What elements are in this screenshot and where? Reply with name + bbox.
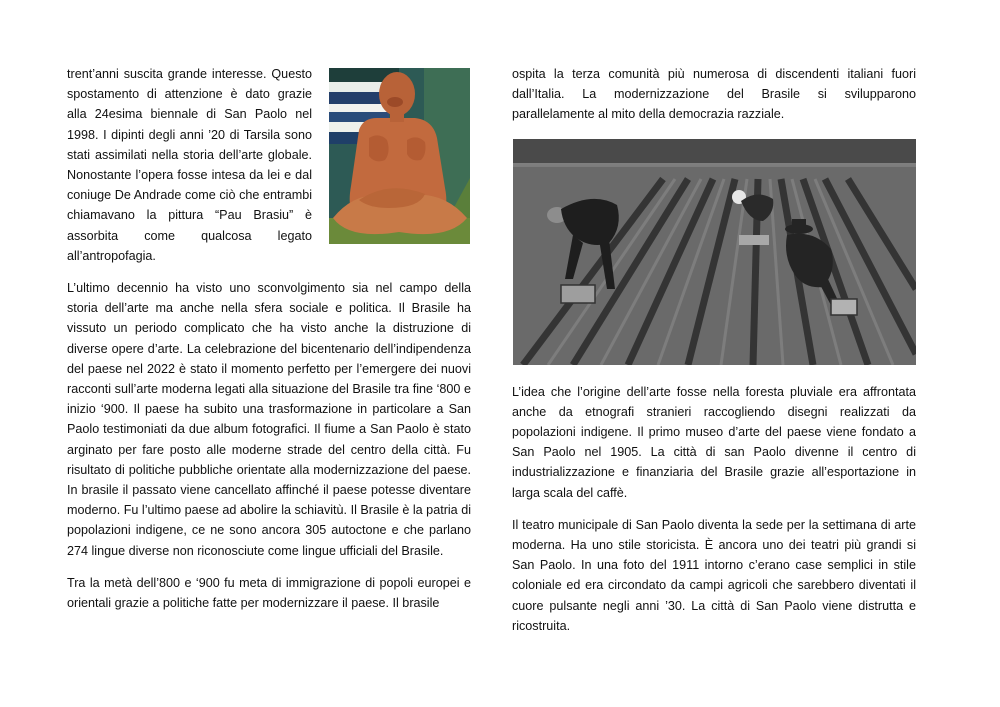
right-paragraph-2: L’idea che l’origine dell’arte fosse nella foresta pluviale era affrontata anche da etnografi stranieri raccogliendo disegni realizzati da popolazioni indigene. Il primo museo d’arte del paese viene fondato a San Paolo nel 1905. La città di san Paolo divenne il centro di industrializzazione e finanziaria del Brasile grazie all’esportazione in larga scala del caffè. [512, 384, 916, 500]
right-paragraph-3: Il teatro municipale di San Paolo diventa la sede per la settimana di arte moderna. Ha uno stile storicista. È ancora uno dei teatri più grandi si San Paolo. In una foto del 1911 intorno c’erano case semplici in stile coloniale ed era circondato da campi agricoli che sarebbero diventati il cuore pulsante negli anni ’30. La città di San Paolo viene distrutta e ricostruita. [512, 517, 916, 633]
left-paragraph-2: L’ultimo decennio ha visto uno sconvolgimento sia nel campo della storia dell’arte ma anche nella sfera sociale e politica. Il Brasile ha vissuto un periodo complicato che ha visto anche la distruzione di diverse opere d’arte. La celebrazione del bicentenario dell’indipendenza del paese nel 2022 è stato il momento perfetto per l’emergere dei nuovi racconti sull’arte moderna legati alla situazione del Brasile tra fine ‘800 e inizio ‘900. Il paese ha subito una trasformazione in particolare a San Paolo testimoniati da due album fotografici. Il fiume a San Paolo è stato arginato per fare posto alle moderne strade del centro della città. Fu risultato di politiche pubbliche orientate alla modernizzazione del paese. In brasile il passato viene cancellato affinché il paese potesse diventare moderno. Fu l’ultimo paese ad abolire la schiavitù. Il Brasile è la patria di popolazioni indigene, ce ne sono ancora 305 autoctone e che parlano 274 lingue diverse non riconosciute come lingue ufficiali del Brasile. [67, 281, 471, 558]
photo-spacer [512, 137, 916, 382]
left-column [67, 64, 471, 625]
right-paragraph-1: ospita la terza comunità più numerosa di discendenti italiani fuori dall’Italia. La modernizzazione del Brasile si svilupparono parallelamente al mito della democrazia razziale. [512, 67, 916, 122]
left-paragraph-1: trent’anni suscita grande interesse. Questo spostamento di attenzione è dato grazie alla 24esima biennale di San Paolo nel 1998. I dipinti degli anni ’20 di Tarsila sono stati assimilati nella storia dell’arte globale. Nonostante l’opera fosse intesa da lei e dal coniuge De Andrade come ciò che entrambi chiamavano la pittura “Pau Brasiu” è assorbita come qualcosa legato all’antropofagia. [67, 67, 312, 263]
right-column [512, 64, 916, 648]
left-paragraph-3: Tra la metà dell’800 e ‘900 fu meta di immigrazione di popoli europei e orientali grazie a politiche fatte per modernizzare il paese. Il brasile [67, 575, 471, 611]
